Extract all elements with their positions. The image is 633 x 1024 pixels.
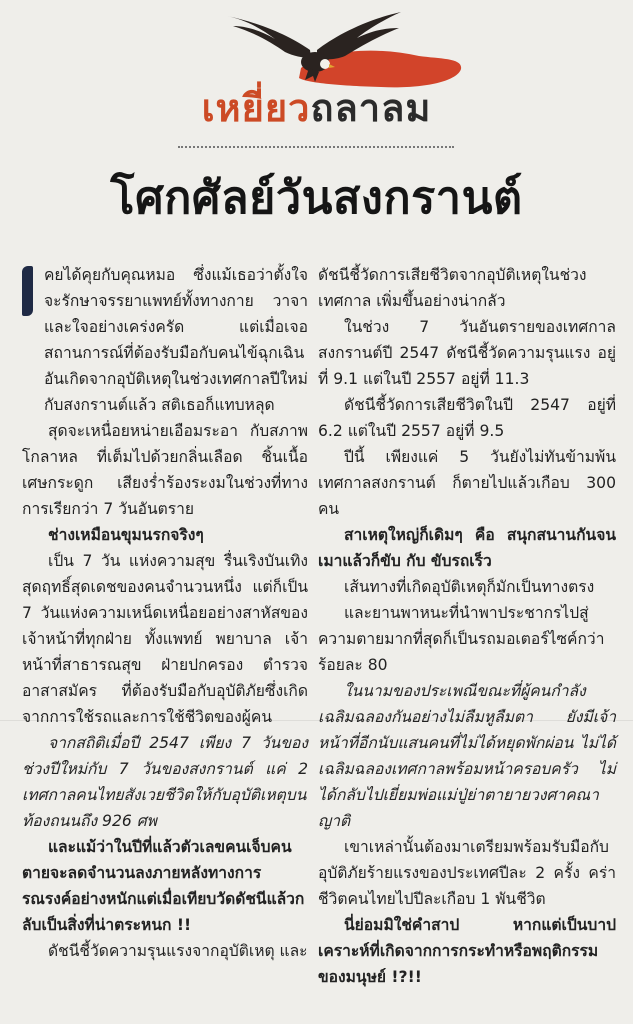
article-column-left	[22, 262, 308, 964]
dropcap-mark	[22, 266, 33, 316]
paragraph: ในช่วง 7 วันอันตรายของเทศกาลสงกรานต์ปี 2547 ดัชนีชี้วัดความรุนแรง อยู่ที่ 9.1 แต่ในปี 2557 อยู่ที่ 11.3	[318, 318, 616, 388]
column-title	[0, 86, 633, 130]
first-paragraph-block	[22, 262, 308, 418]
paragraph: สุดจะเหนื่อยหน่ายเอือมระอา กับสภาพโกลาหล ที่เต็มไปด้วยกลิ่นเลือด ชิ้นเนื้อ เศษกระดูก เสียงร่ำร้องระงมในช่วงที่ทางการเรียกว่า 7 วันอันตราย	[22, 422, 308, 518]
paragraph: สาเหตุใหญ่ก็เดิมๆ คือ สนุกสนานกันจนเมาแล้วก็ขับ กับ ขับรถเร็ว	[318, 526, 616, 570]
paragraph: เขาเหล่านั้นต้องมาเตรียมพร้อมรับมือกับอุบัติภัยร้ายแรงของประเทศปีละ 2 ครั้ง คร่าชีวิตคนไทยไปปีละเกือบ 1 พันชีวิต	[318, 838, 616, 908]
article-column-right	[318, 262, 616, 990]
paragraph: ในนามของประเพณีขณะที่ผู้คนกำลังเฉลิมฉลองกันอย่างไม่ลืมหูลืมตา ยังมีเจ้าหน้าที่อีกนับแสนคนที่ไม่ได้หยุดพักผ่อน ไม่ได้เฉลิมฉลองเทศกาลพร้อมหน้าครอบครัว ไม่ได้กลับไปเยี่ยมพ่อแม่ปู่ย่าตายายวงศาคณาญาติ	[318, 682, 616, 830]
paragraph: คยได้คุยกับคุณหมอ ซึ่งแม้เธอว่าตั้งใจจะรักษาจรรยาแพทย์ทั้งทางกาย วาจา และใจอย่างเคร่งครัด แต่เมื่อเจอสถานการณ์ที่ต้องรับมือกับคนไข้ฉุกเฉินอันเกิดจากอุบัติเหตุในช่วงเทศกาลปีใหม่กับสงกรานต์แล้ว สติเธอก็แทบหลุด	[44, 266, 308, 414]
article-headline: โศกศัลย์วันสงกรานต์	[110, 171, 523, 224]
column-title-part2: ถลาลม	[310, 86, 432, 130]
paragraph: และแม้ว่าในปีที่แล้วตัวเลขคนเจ็บคนตายจะลดจำนวนลงภายหลังทางการรณรงค์อย่างหนักแต่เมื่อเทียบวัดดัชนีแล้วกลับเป็นสิ่งที่น่าตระหนก !!	[22, 838, 305, 934]
paragraph: ดัชนีชี้วัดการเสียชีวิตในปี 2547 อยู่ที่ 6.2 แต่ในปี 2557 อยู่ที่ 9.5	[318, 396, 616, 440]
paragraph: ปีนี้ เพียงแค่ 5 วันยังไม่ทันข้ามพ้นเทศกาลสงกรานต์ ก็ตายไปแล้วเกือบ 300 คน	[318, 448, 616, 518]
paragraph: และยานพาหนะที่นำพาประชากรไปสู่ความตายมากที่สุดก็เป็นรถมอเตอร์ไซค์กว่าร้อยละ 80	[318, 604, 605, 674]
paragraph: ดัชนีชี้วัดความรุนแรงจากอุบัติเหตุ และ	[48, 942, 308, 960]
eagle-icon	[205, 6, 475, 90]
paper-crease	[0, 720, 633, 721]
paragraph: เป็น 7 วัน แห่งความสุข รื่นเริงบันเทิงสุดฤทธิ์สุดเดชของคนจำนวนหนึ่ง แต่ก็เป็น 7 วันแห่งความเหน็ดเหนื่อยอย่างสาหัสของเจ้าหน้าที่ทุกฝ่าย ทั้งแพทย์ พยาบาล เจ้าหน้าที่สาธารณสุข ฝ่ายปกครอง ตำรวจ อาสาสมัคร ที่ต้องรับมือกับอุบัติภัยซึ่งเกิดจากการใช้รถและการใช้ชีวิตของผู้คน	[22, 552, 308, 726]
paragraph: ดัชนีชี้วัดการเสียชีวิตจากอุบัติเหตุในช่วงเทศกาล เพิ่มขึ้นอย่างน่ากลัว	[318, 266, 587, 310]
paragraph: นี่ย่อมมิใช่คำสาป หากแต่เป็นบาปเคราะห์ที่เกิดจากการกระทำหรือพฤติกรรมของมนุษย์ !?!!	[318, 916, 616, 986]
divider	[178, 146, 454, 148]
column-title-part1: เหยี่ยว	[201, 86, 311, 130]
paragraph: จากสถิติเมื่อปี 2547 เพียง 7 วันของช่วงปีใหม่กับ 7 วันของสงกรานต์ แค่ 2 เทศกาลคนไทยสังเวยชีวิตให้กับอุบัติเหตุบนท้องถนนถึง 926 ศพ	[22, 734, 308, 830]
column-header	[0, 0, 633, 160]
paragraph: เส้นทางที่เกิดอุบัติเหตุก็มักเป็นทางตรง	[344, 578, 595, 596]
subheading: ช่างเหมือนขุมนรกจริงๆ	[48, 526, 204, 544]
